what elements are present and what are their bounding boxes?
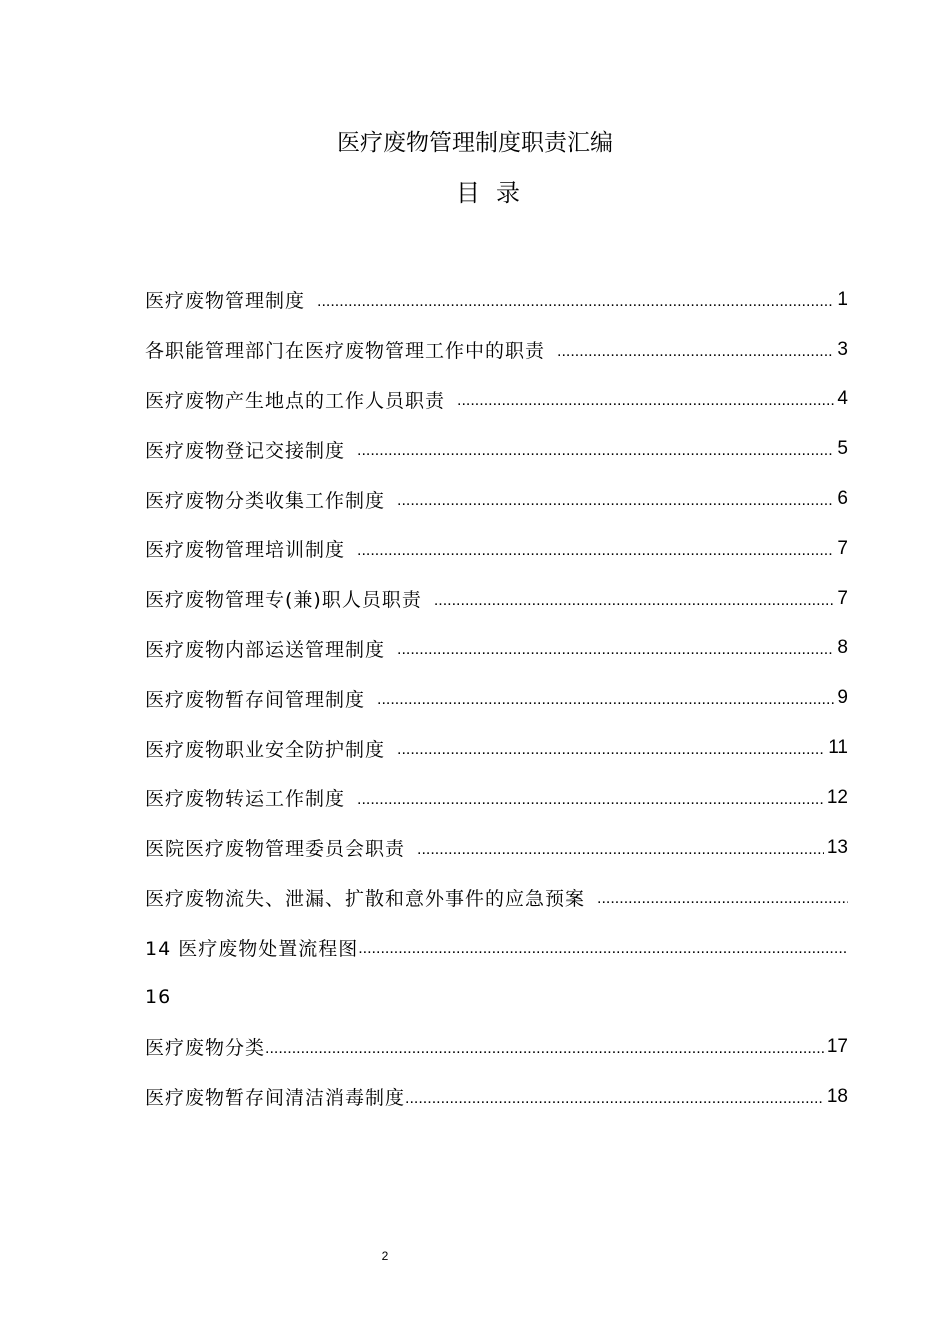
toc-entry-title: 医疗废物内部运送管理制度 — [145, 638, 386, 661]
toc-entry-title: 医疗废物分类 — [145, 1037, 266, 1060]
dot-leader — [397, 635, 834, 661]
toc-heading: 目录 — [456, 179, 536, 207]
dot-leader — [397, 486, 834, 512]
toc-entry[interactable] — [145, 773, 848, 823]
toc-entry-title: 各职能管理部门在医疗废物管理工作中的职责 — [145, 340, 546, 363]
toc-entry[interactable] — [145, 275, 848, 325]
toc-entry[interactable] — [145, 524, 848, 574]
toc-entry-title: 14 医疗废物处置流程图 — [145, 937, 359, 960]
dot-leader — [358, 934, 848, 960]
dot-leader — [557, 337, 834, 363]
toc-entry[interactable] — [145, 375, 848, 425]
toc-entry-title: 医院医疗废物管理委员会职责 — [145, 838, 406, 861]
toc-entry-title: 医疗废物登记交接制度 — [145, 439, 346, 462]
toc-entry-title: 医疗废物暂存间清洁消毒制度 — [145, 1087, 406, 1110]
toc-entry[interactable] — [145, 424, 848, 474]
toc-entry-page: 13 — [826, 836, 848, 858]
toc-entry[interactable] — [145, 1022, 848, 1072]
page-number: 2 — [381, 1249, 389, 1263]
dot-leader — [265, 1034, 824, 1060]
dot-leader — [377, 685, 834, 711]
toc-entry[interactable] — [145, 574, 848, 624]
toc-entry-page: 6 — [837, 488, 848, 510]
toc-entry[interactable] — [145, 1072, 848, 1122]
table-of-contents — [145, 275, 848, 1122]
toc-entry-page: 18 — [826, 1085, 848, 1107]
toc-entry[interactable] — [145, 474, 848, 524]
toc-entry-continuation[interactable] — [145, 972, 848, 1022]
dot-leader — [457, 386, 834, 412]
toc-entry-page: 9 — [837, 687, 848, 709]
toc-entry-page: 3 — [837, 338, 848, 360]
dot-leader — [397, 735, 825, 761]
toc-entry-page: 1 — [837, 288, 848, 310]
toc-entry-page: 4 — [837, 388, 848, 410]
toc-entry-page: 7 — [837, 537, 848, 559]
toc-entry-page: 11 — [828, 737, 848, 759]
toc-entry[interactable] — [145, 624, 848, 674]
toc-entry-title: 医疗废物分类收集工作制度 — [145, 489, 386, 512]
dot-leader — [357, 536, 834, 562]
document-title: 医疗废物管理制度职责汇编 — [337, 130, 613, 156]
toc-entry-title: 医疗废物流失、泄漏、扩散和意外事件的应急预案 — [145, 887, 586, 910]
dot-leader — [417, 835, 824, 861]
dot-leader — [597, 884, 848, 910]
toc-entry-title: 医疗废物管理培训制度 — [145, 539, 346, 562]
toc-entry[interactable] — [145, 325, 848, 375]
toc-entry-title: 医疗废物管理制度 — [145, 290, 306, 313]
toc-entry[interactable] — [145, 873, 848, 923]
toc-entry-title: 医疗废物转运工作制度 — [145, 788, 346, 811]
toc-entry[interactable] — [145, 823, 848, 873]
toc-entry-title: 医疗废物产生地点的工作人员职责 — [145, 389, 446, 412]
toc-entry-page: 7 — [837, 587, 848, 609]
toc-entry-title: 医疗废物管理专(兼)职人员职责 — [145, 589, 422, 612]
dot-leader — [357, 785, 824, 811]
dot-leader — [357, 436, 834, 462]
dot-leader — [434, 586, 835, 612]
toc-entry-page: 8 — [837, 637, 848, 659]
toc-entry-title: 16 — [145, 986, 172, 1009]
toc-entry[interactable] — [145, 922, 848, 972]
dot-leader — [317, 287, 834, 313]
toc-entry-page: 17 — [826, 1035, 848, 1057]
toc-entry[interactable] — [145, 673, 848, 723]
toc-entry-title: 医疗废物职业安全防护制度 — [145, 738, 386, 761]
toc-entry-title: 医疗废物暂存间管理制度 — [145, 688, 366, 711]
toc-entry[interactable] — [145, 723, 848, 773]
toc-entry-page: 12 — [826, 786, 848, 808]
toc-entry-page: 5 — [837, 438, 848, 460]
dot-leader — [405, 1084, 824, 1110]
